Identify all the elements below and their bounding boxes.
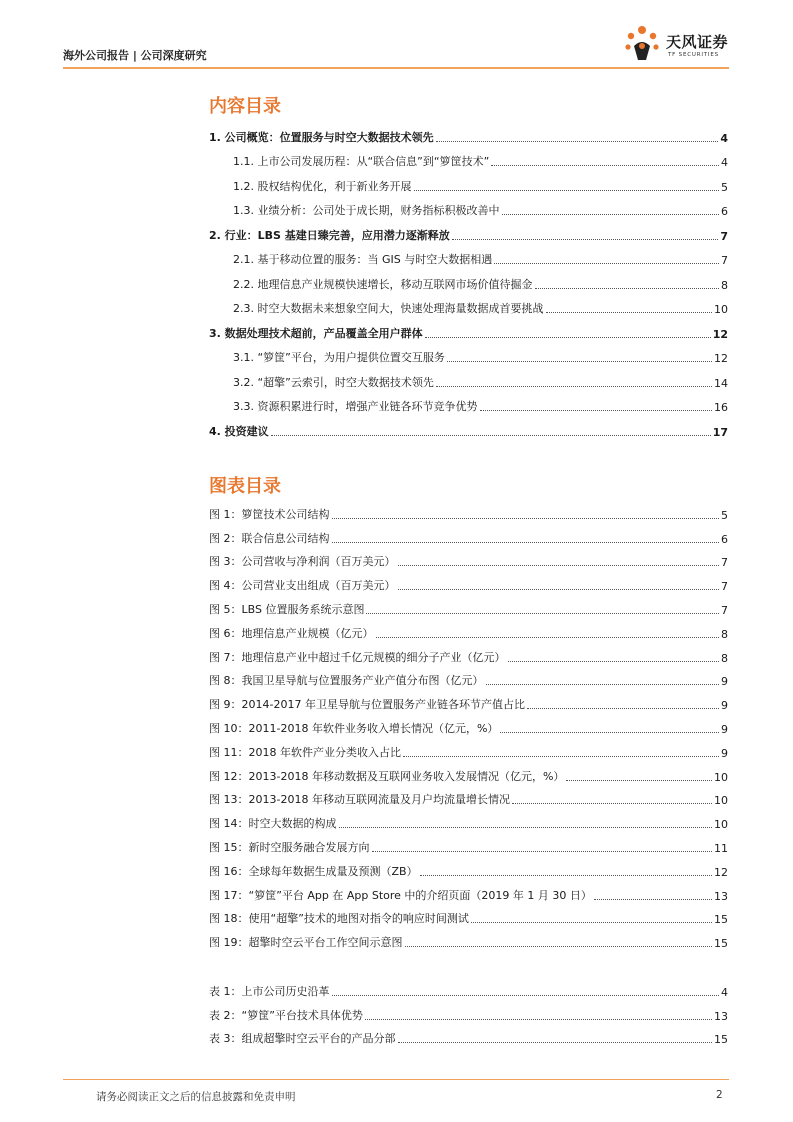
figure-entry-page: 7	[721, 603, 728, 617]
toc-entry-page: 12	[712, 327, 728, 341]
figure-entry[interactable]	[209, 688, 728, 712]
dot-leader	[447, 361, 712, 362]
dot-leader	[366, 613, 719, 614]
figure-entry[interactable]	[209, 807, 728, 831]
toc-entry[interactable]	[209, 194, 728, 219]
figure-entry[interactable]	[209, 641, 728, 665]
toc-entry[interactable]	[209, 267, 728, 292]
dot-leader	[376, 637, 720, 638]
figure-entry[interactable]	[209, 760, 728, 784]
figure-entry-page: 9	[721, 722, 728, 736]
toc-entry-text: 4. 投资建议	[209, 424, 269, 438]
toc-entry-page: 16	[714, 401, 728, 414]
dot-leader	[405, 946, 713, 947]
figure-entry-page: 7	[721, 556, 728, 570]
dot-leader	[420, 875, 712, 876]
toc-entry-text: 3.2. “超擎”云索引，时空大数据技术领先	[233, 375, 434, 389]
dot-leader	[491, 165, 719, 166]
figure-entry[interactable]	[209, 831, 728, 855]
figure-entry-text: 图 17：“箩筐”平台 App 在 App Store 中的介绍页面（2019 年 1 月 30 日）	[209, 888, 592, 902]
toc-entry-page: 5	[721, 180, 728, 194]
toc-entry-page: 8	[721, 278, 728, 292]
figure-entry-text: 图 12：2013-2018 年移动数据及互联网业务收入发展情况（亿元，%）	[209, 769, 565, 783]
figure-entry-text: 图 10：2011-2018 年软件业务收入增长情况（亿元，%）	[209, 721, 499, 735]
figure-entry-page: 13	[714, 889, 728, 903]
figure-entry-text: 图 9：2014-2017 年卫星导航与位置服务产业链各环节产值占比	[209, 698, 525, 712]
logo-mark-icon	[622, 24, 662, 64]
toc-entry-text: 3. 数据处理技术超前，产品覆盖全用户群体	[209, 326, 423, 340]
figure-entry[interactable]	[209, 569, 728, 593]
toc-entry[interactable]	[209, 218, 728, 243]
report-category: 海外公司报告 | 公司深度研究	[63, 49, 207, 62]
figure-entry-text: 图 14：时空大数据的构成	[209, 817, 337, 831]
figure-entry[interactable]	[209, 498, 728, 522]
toc-entry-page: 17	[712, 425, 728, 439]
figure-entry-page: 10	[714, 818, 728, 832]
figure-entry-page: 9	[721, 675, 728, 689]
figure-entry-page: 5	[721, 508, 728, 522]
figure-entry-text: 图 15：新时空服务融合发展方向	[209, 840, 370, 854]
toc-entry-text: 2.1. 基于移动位置的服务：当 GIS 与时空大数据相遇	[233, 253, 493, 266]
figure-entry-text: 图 19：超擎时空云平台工作空间示意图	[209, 936, 403, 950]
figure-entry[interactable]	[209, 879, 728, 903]
dot-leader	[332, 542, 720, 543]
toc-entry[interactable]	[209, 316, 728, 341]
figure-entry[interactable]	[209, 736, 728, 760]
dot-leader	[425, 337, 711, 338]
figure-entry-text: 图 16：全球每年数据生成量及预测（ZB）	[209, 864, 418, 878]
toc-entry[interactable]	[209, 169, 728, 194]
figure-entry-page: 9	[721, 699, 728, 713]
figure-entry-text: 图 3：公司营收与净利润（百万美元）	[209, 555, 396, 569]
logo-chinese-name: 天风证券	[666, 33, 729, 51]
toc-entry-text: 1.1. 上市公司发展历程：从“联合信息”到“箩筐技术”	[233, 155, 490, 168]
figure-entry-page: 9	[721, 746, 728, 760]
toc-entry[interactable]	[209, 341, 728, 366]
toc-entry[interactable]	[209, 414, 728, 439]
figure-entry[interactable]	[209, 855, 728, 879]
figure-entry[interactable]	[209, 665, 728, 689]
figure-entry[interactable]	[209, 903, 728, 927]
dot-leader	[512, 803, 712, 804]
figure-entry-page: 15	[714, 913, 728, 927]
toc-entry-page: 6	[721, 205, 728, 218]
figure-entry-page: 7	[721, 580, 728, 594]
figure-entry-text: 图 11：2018 年软件产业分类收入占比	[209, 745, 401, 759]
figure-entry[interactable]	[209, 617, 728, 641]
dot-leader	[494, 263, 719, 264]
figure-entry[interactable]	[209, 784, 728, 808]
toc-entry-text: 2. 行业：LBS 基建日臻完善，应用潜力逐渐释放	[209, 228, 450, 242]
figure-entry-page: 11	[714, 841, 728, 855]
dot-leader	[471, 922, 712, 923]
toc-entry-text: 3.1. “箩筐”平台，为用户提供位置交互服务	[233, 351, 445, 364]
table-entry-text: 表 2：“箩筐”平台技术具体优势	[209, 1008, 363, 1022]
figure-entry-text: 图 1：箩筐技术公司结构	[209, 507, 330, 521]
toc-entry[interactable]	[209, 390, 728, 415]
toc-entry-page: 4	[720, 131, 728, 145]
dot-leader	[398, 565, 720, 566]
figure-entry-page: 10	[714, 770, 728, 784]
dot-leader	[398, 589, 720, 590]
dot-leader	[271, 435, 711, 436]
dot-leader	[414, 190, 720, 191]
toc-entry[interactable]	[209, 243, 728, 268]
contents-title: 内容目录	[209, 96, 281, 117]
table-entry-page: 4	[721, 985, 728, 999]
toc-entry-text: 1. 公司概览：位置服务与时空大数据技术领先	[209, 130, 434, 144]
dot-leader	[486, 684, 720, 685]
figure-entry-text: 图 2：联合信息公司结构	[209, 531, 330, 545]
figure-entry[interactable]	[209, 593, 728, 617]
table-entry[interactable]	[209, 999, 728, 1023]
dot-leader	[508, 661, 720, 662]
toc-entry-text: 1.3. 业绩分析：公司处于成长期，财务指标积极改善中	[233, 204, 500, 217]
figure-entry[interactable]	[209, 926, 728, 950]
dot-leader	[372, 851, 713, 852]
figure-entry[interactable]	[209, 712, 728, 736]
toc-entry-page: 7	[720, 229, 728, 243]
dot-leader	[365, 1019, 712, 1020]
dot-leader	[480, 410, 713, 411]
dot-leader	[436, 141, 719, 142]
toc-entry[interactable]	[209, 365, 728, 390]
figure-entry-text: 图 18：使用“超擎”技术的地图对指令的响应时间测试	[209, 912, 469, 926]
dot-leader	[436, 386, 712, 387]
toc-entry-text: 2.2. 地理信息产业规模快速增长，移动互联网市场价值待掘金	[233, 277, 533, 291]
dot-leader	[403, 756, 719, 757]
toc-entry[interactable]	[209, 145, 728, 170]
dot-leader	[535, 288, 720, 289]
dot-leader	[332, 995, 720, 996]
figures-title: 图表目录	[209, 476, 281, 497]
figure-entry-text: 图 4：公司营业支出组成（百万美元）	[209, 579, 396, 593]
company-logo	[622, 24, 732, 64]
dot-leader	[527, 708, 719, 709]
toc-entry-text: 3.3. 资源积累进行时，增强产业链各环节竞争优势	[233, 400, 478, 413]
dot-leader	[546, 312, 713, 313]
figure-entry-text: 图 8：我国卫星导航与位置服务产业产值分布图（亿元）	[209, 674, 484, 688]
figure-entry-page: 12	[714, 865, 728, 879]
dot-leader	[502, 214, 720, 215]
footer-disclaimer: 请务必阅读正文之后的信息披露和免责申明	[96, 1091, 296, 1103]
toc-entry[interactable]	[209, 120, 728, 145]
dot-leader	[500, 732, 719, 733]
dot-leader	[339, 827, 713, 828]
figure-entry-page: 8	[721, 651, 728, 665]
table-entry-page: 13	[714, 1009, 728, 1023]
toc-entry-page: 4	[721, 156, 728, 169]
dot-leader	[332, 518, 720, 519]
figure-entry[interactable]	[209, 546, 728, 570]
toc-entry-page: 12	[714, 352, 728, 365]
figure-entry-page: 6	[721, 532, 728, 546]
toc-entry-page: 10	[714, 303, 728, 316]
dot-leader	[398, 1042, 713, 1043]
dot-leader	[566, 780, 712, 781]
table-entry-text: 表 1：上市公司历史沿革	[209, 984, 330, 998]
header-divider	[63, 67, 729, 69]
table-entry[interactable]	[209, 975, 728, 999]
figure-entry-text: 图 6：地理信息产业规模（亿元）	[209, 626, 374, 640]
table-entry-text: 表 3：组成超擎时空云平台的产品分部	[209, 1032, 396, 1046]
figure-entry-text: 图 13：2013-2018 年移动互联网流量及月户均流量增长情况	[209, 793, 510, 807]
figure-entry[interactable]	[209, 522, 728, 546]
toc-entry-page: 14	[714, 376, 728, 390]
toc-entry-page: 7	[721, 254, 728, 267]
figure-entry-page: 8	[721, 627, 728, 641]
toc-entry-text: 1.2. 股权结构优化，利于新业务开展	[233, 179, 412, 193]
dot-leader	[452, 239, 719, 240]
table-entry[interactable]	[209, 1023, 728, 1047]
logo-english-name: TF SECURITIES	[668, 52, 719, 58]
table-entry-page: 15	[714, 1033, 728, 1047]
page-number: 2	[716, 1089, 723, 1101]
figure-entry-page: 15	[714, 937, 728, 951]
contents-list	[209, 120, 728, 439]
tables-list	[209, 975, 728, 1046]
figure-entry-text: 图 7：地理信息产业中超过千亿元规模的细分子产业（亿元）	[209, 650, 506, 664]
toc-entry-text: 2.3. 时空大数据未来想象空间大，快速处理海量数据成首要挑战	[233, 302, 544, 315]
toc-entry[interactable]	[209, 292, 728, 317]
footer-divider	[63, 1079, 729, 1080]
figure-entry-text: 图 5：LBS 位置服务系统示意图	[209, 602, 365, 616]
figures-list	[209, 498, 728, 950]
figure-entry-page: 10	[714, 794, 728, 808]
dot-leader	[594, 899, 712, 900]
